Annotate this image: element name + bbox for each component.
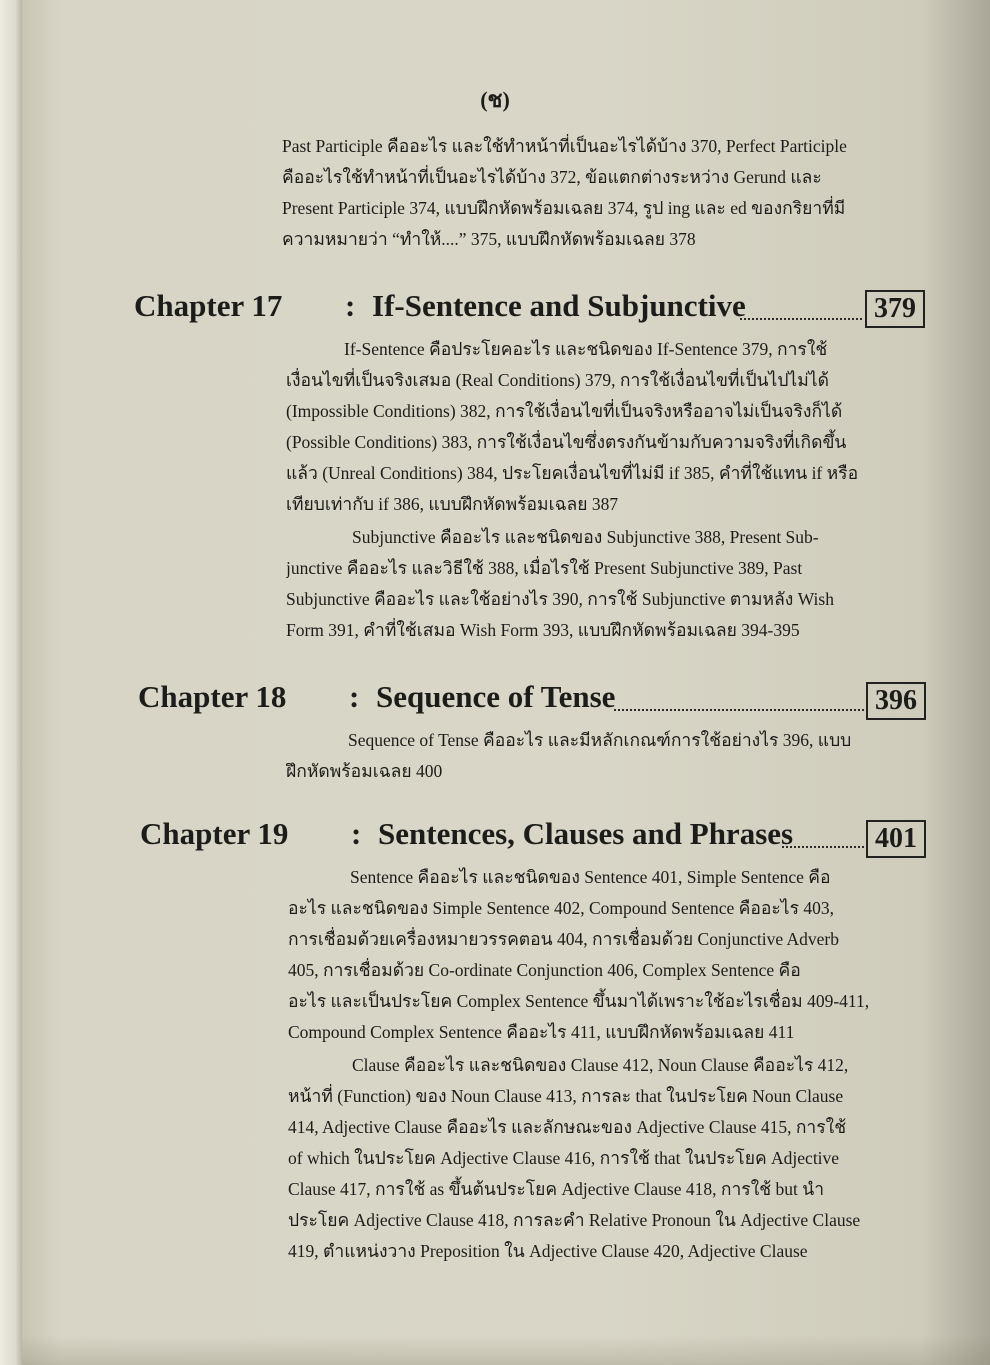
- text-line: อะไร และชนิดของ Simple Sentence 402, Compound Sentence คืออะไร 403,: [288, 898, 835, 918]
- text-line: การเชื่อมด้วยเครื่องหมายวรรคตอน 404, การเชื่อมด้วย Conjunctive Adverb: [288, 929, 839, 949]
- text-line: ฝึกหัดพร้อมเฉลย 400: [286, 761, 443, 781]
- text-line: Past Participle คืออะไร และใช้ทำหน้าที่เป็นอะไรได้บ้าง 370, Perfect Participle: [282, 136, 847, 156]
- chapter-17-paragraph-1: [286, 334, 870, 520]
- text-line: แล้ว (Unreal Conditions) 384, ประโยคเงื่อนไขที่ไม่มี if 385, คำที่ใช้แทน if หรือ: [286, 463, 859, 483]
- page-shadow: [22, 1335, 990, 1365]
- chapter-page-number: 379: [865, 290, 925, 328]
- text-line: 419, ตำแหน่งวาง Preposition ใน Adjective Clause 420, Adjective Clause: [288, 1241, 808, 1261]
- chapter-19-paragraph-2: [288, 1050, 870, 1267]
- text-line: Clause คืออะไร และชนิดของ Clause 412, Noun Clause คืออะไร 412,: [352, 1055, 849, 1075]
- dot-leader: [614, 709, 864, 711]
- dot-leader: [782, 846, 864, 848]
- text-line: 414, Adjective Clause คืออะไร และลักษณะของ Adjective Clause 415, การใช้: [288, 1117, 847, 1137]
- text-line: (Impossible Conditions) 382, การใช้เงื่อนไขที่เป็นจริงหรืออาจไม่เป็นจริงก็ได้: [286, 401, 843, 421]
- chapter-17-paragraph-2: [286, 522, 870, 646]
- book-spine: [0, 0, 22, 1365]
- chapter-title: Sequence of Tense: [376, 679, 616, 714]
- text-line: (Possible Conditions) 383, การใช้เงื่อนไขซึ่งตรงกันข้ามกับความจริงที่เกิดขึ้น: [286, 432, 847, 452]
- text-line: Sequence of Tense คืออะไร และมีหลักเกณฑ์การใช้อย่างไร 396, แบบ: [348, 730, 852, 750]
- chapter-page-number: 401: [866, 820, 926, 858]
- intro-paragraph: [282, 131, 870, 255]
- chapter-18-paragraph-1: [286, 725, 870, 787]
- chapter-page-number: 396: [866, 682, 926, 720]
- text-line: เทียบเท่ากับ if 386, แบบฝึกหัดพร้อมเฉลย 387: [286, 494, 619, 514]
- text-line: อะไร และเป็นประโยค Complex Sentence ขึ้นมาได้เพราะใช้อะไรเชื่อม 409-411,: [288, 991, 870, 1011]
- chapter-colon: :: [349, 679, 360, 714]
- chapter-colon: :: [351, 816, 362, 851]
- chapter-title: If-Sentence and Subjunctive: [372, 288, 746, 323]
- text-line: ความหมายว่า “ทำให้....” 375, แบบฝึกหัดพร้อมเฉลย 378: [282, 229, 696, 249]
- chapter-label: Chapter 18: [138, 679, 287, 714]
- chapter-colon: :: [345, 288, 356, 323]
- text-line: Present Participle 374, แบบฝึกหัดพร้อมเฉลย 374, รูป ing และ ed ของกริยาที่มี: [282, 198, 846, 218]
- chapter-19-paragraph-1: [288, 862, 870, 1048]
- chapter-label: Chapter 17: [134, 288, 283, 323]
- text-line: If-Sentence คือประโยคอะไร และชนิดของ If-Sentence 379, การใช้: [344, 339, 828, 359]
- text-line: of which ในประโยค Adjective Clause 416, การใช้ that ในประโยค Adjective: [288, 1148, 840, 1168]
- text-line: Clause 417, การใช้ as ขึ้นต้นประโยค Adjective Clause 418, การใช้ but นำ: [288, 1179, 825, 1199]
- text-line: Subjunctive คืออะไร และชนิดของ Subjunctive 388, Present Sub-: [352, 527, 819, 547]
- chapter-label: Chapter 19: [140, 816, 289, 851]
- text-line: Form 391, คำที่ใช้เสมอ Wish Form 393, แบบฝึกหัดพร้อมเฉลย 394-395: [286, 620, 800, 640]
- text-line: Compound Complex Sentence คืออะไร 411, แบบฝึกหัดพร้อมเฉลย 411: [288, 1022, 795, 1042]
- text-line: เงื่อนไขที่เป็นจริงเสมอ (Real Conditions) 379, การใช้เงื่อนไขที่เป็นไปไม่ได้: [286, 370, 829, 390]
- text-line: Sentence คืออะไร และชนิดของ Sentence 401, Simple Sentence คือ: [350, 867, 831, 887]
- page-number: (ช): [480, 87, 510, 112]
- dot-leader: [740, 318, 862, 320]
- text-line: หน้าที่ (Function) ของ Noun Clause 413, การละ that ในประโยค Noun Clause: [288, 1086, 844, 1106]
- text-line: ประโยค Adjective Clause 418, การละคำ Relative Pronoun ใน Adjective Clause: [288, 1210, 861, 1230]
- chapter-title: Sentences, Clauses and Phrases: [378, 816, 794, 851]
- text-line: 405, การเชื่อมด้วย Co-ordinate Conjunction 406, Complex Sentence คือ: [288, 960, 801, 980]
- text-line: junctive คืออะไร และวิธีใช้ 388, เมื่อไรใช้ Present Subjunctive 389, Past: [286, 558, 803, 578]
- text-line: Subjunctive คืออะไร และใช้อย่างไร 390, การใช้ Subjunctive ตามหลัง Wish: [286, 589, 834, 609]
- text-line: คืออะไรใช้ทำหน้าที่เป็นอะไรได้บ้าง 372, ข้อแตกต่างระหว่าง Gerund และ: [282, 167, 822, 187]
